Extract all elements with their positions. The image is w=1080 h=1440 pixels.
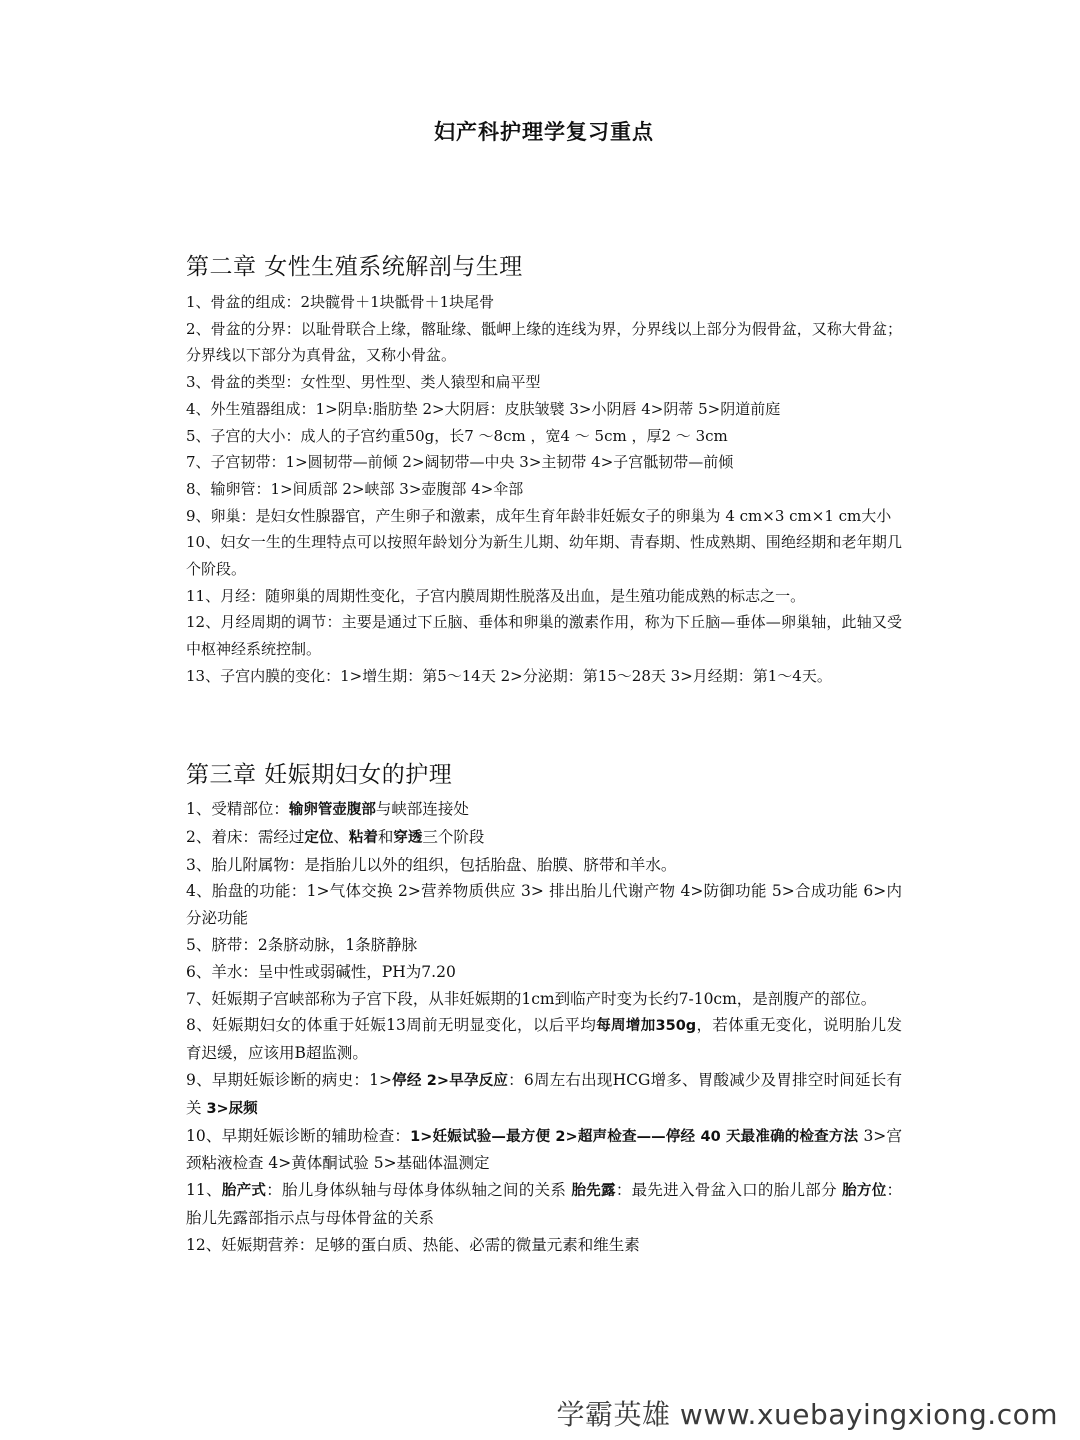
item-text: ：胎儿身体纵轴与母体身体纵轴之间的关系: [266, 1181, 572, 1200]
list-item: 4、外生殖器组成：1>阴阜:脂肪垫 2>大阴唇：皮肤皱襞 3>小阴唇 4>阴蒂 5>阴道前庭: [186, 399, 781, 418]
item-emphasis: 每周增加350g: [596, 1018, 697, 1035]
item-text: 7、妊娠期子宫峡部称为子宫下段，从非妊娠期的1cm到临产时变为长约7-10cm，是剖腹产的部位。: [186, 989, 877, 1008]
chapter-2-list: [186, 289, 902, 690]
list-item: 3、骨盆的类型：女性型、男性型、类人猿型和扁平型: [186, 373, 541, 392]
item-text: 2、着床：需经过: [186, 827, 305, 846]
item-text: 1、受精部位：: [186, 800, 289, 818]
list-item: [186, 1177, 902, 1232]
list-item: 13、子宫内膜的变化：1>增生期：第5～14天 2>分泌期：第15～28天 3>月经期：第1～4天。: [186, 666, 832, 685]
list-item: [186, 932, 902, 959]
item-text: 8、妊娠期妇女的体重于妊娠13周前无明显变化，以后平均: [186, 1016, 597, 1035]
list-item: [186, 824, 902, 852]
list-item: 8、输卵管：1>间质部 2>峡部 3>壶腹部 4>伞部: [186, 479, 524, 498]
list-item: [186, 1123, 902, 1178]
item-emphasis: 粘着: [348, 829, 378, 846]
list-item: 11、月经：随卵巢的周期性变化，子宫内膜周期性脱落及出血，是生殖功能成熟的标志之一。: [186, 586, 806, 605]
item-text: 10、早期妊娠诊断的辅助检查：: [186, 1126, 411, 1145]
item-text: 5、脐带：2条脐动脉，1条脐静脉: [186, 935, 418, 954]
item-text: 三个阶段: [422, 827, 485, 846]
item-emphasis: 输卵管壶腹部: [288, 802, 376, 818]
item-emphasis: 2>超声检查——停经 40 天最准确的检查方法: [555, 1128, 859, 1145]
list-item: 9、卵巢：是妇女性腺器官，产生卵子和激素，成年生育年龄非妊娠女子的卵巢为 4 cm×3 cm×1 cm大小: [186, 506, 892, 525]
chapter-2-heading: 第二章 女性生殖系统解剖与生理: [186, 254, 523, 280]
item-text: ，若体重无变化，说明胎儿发育迟缓，应该用B超监测。: [186, 1016, 902, 1063]
item-text: ：6周左右出现HCG增多、胃酸减少及胃排空时间延长有关: [186, 1070, 902, 1117]
list-item: 10、妇女一生的生理特点可以按照年龄划分为新生儿期、幼年期、青春期、性成熟期、围绝经期和老年期几个阶段。: [186, 533, 902, 579]
item-text: 11、: [186, 1181, 222, 1200]
list-item: 7、子宫韧带：1>圆韧带—前倾 2>阔韧带—中央 3>主韧带 4>子宫骶韧带—前倾: [186, 453, 734, 472]
list-item: [186, 878, 902, 932]
item-text: 、: [333, 827, 349, 846]
list-item: [186, 1232, 902, 1259]
list-item: 12、月经周期的调节：主要是通过下丘脑、垂体和卵巢的激素作用，称为下丘脑—垂体—卵巢轴，此轴又受中枢神经系统控制。: [186, 613, 902, 659]
item-emphasis: 胎先露: [571, 1183, 616, 1200]
item-text: ：胎儿先露部指示点与母体骨盆的关系: [186, 1181, 902, 1227]
document-title: 妇产科护理学复习重点: [434, 120, 654, 144]
chapter-3-list: [186, 796, 902, 1259]
item-text: 12、妊娠期营养：足够的蛋白质、热能、必需的微量元素和维生素: [186, 1235, 640, 1254]
chapter-3-heading: 第三章 妊娠期妇女的护理: [186, 762, 453, 788]
item-emphasis: 穿透: [393, 829, 423, 846]
item-text: 4、胎盘的功能：1>气体交换 2>营养物质供应 3> 排出胎儿代谢产物 4>防御功能 5>合成功能 6>内分泌功能: [186, 882, 902, 928]
list-item: 1、骨盆的组成：2块髋骨＋1块骶骨＋1块尾骨: [186, 293, 495, 311]
item-text: 与峡部连接处: [375, 800, 469, 818]
item-text: 6、羊水：呈中性或弱碱性，PH为7.20: [186, 962, 456, 981]
item-emphasis: 2>早孕反应: [426, 1072, 509, 1089]
item-emphasis: 胎方位: [842, 1183, 887, 1200]
item-emphasis: 胎产式: [221, 1183, 267, 1200]
item-text: 3、胎儿附属物：是指胎儿以外的组织，包括胎盘、胎膜、脐带和羊水。: [186, 855, 677, 874]
watermark: 学霸英雄 www.xuebayingxiong.com: [556, 1398, 1058, 1431]
list-item: [186, 1012, 902, 1067]
item-emphasis: 1>妊娠试验—最方便: [410, 1128, 551, 1145]
list-item: [186, 796, 902, 824]
item-emphasis: 3>尿频: [206, 1100, 258, 1117]
list-item: [186, 986, 902, 1013]
list-item: [186, 1067, 902, 1123]
list-item: [186, 852, 902, 879]
item-emphasis: 定位: [304, 829, 334, 846]
item-text: 3>宫颈粘液检查 4>黄体酮试验 5>基础体温测定: [186, 1126, 903, 1173]
item-text: 和: [377, 827, 394, 846]
item-emphasis: 停经: [391, 1072, 422, 1089]
list-item: 5、子宫的大小：成人的子宫约重50g，长7 ～8cm ，宽4 ～ 5cm ，厚2 ～ 3cm: [186, 426, 728, 445]
item-text: 9、早期妊娠诊断的病史：1>: [186, 1070, 392, 1089]
item-text: ：最先进入骨盆入口的胎儿部分: [615, 1181, 843, 1200]
list-item: 2、骨盆的分界：以耻骨联合上缘，髂耻缘、骶岬上缘的连线为界，分界线以上部分为假骨盆，又称大骨盆；分界线以下部分为真骨盆，又称小骨盆。: [186, 319, 902, 365]
list-item: [186, 959, 902, 986]
